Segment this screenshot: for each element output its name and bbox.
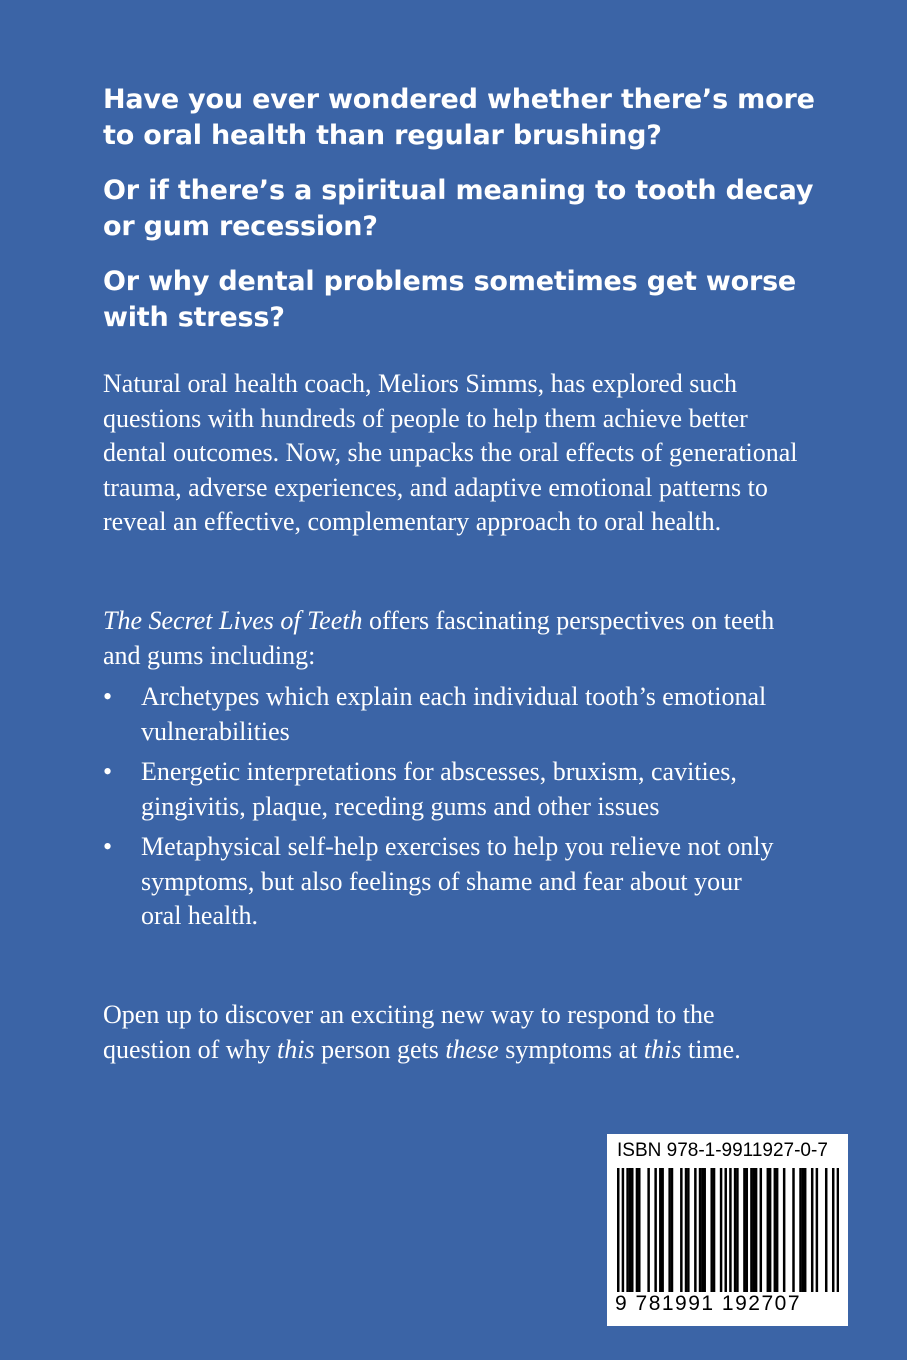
intro-paragraph: Natural oral health coach, Meliors Simms, has explored such questions with hundreds of people to help them achieve better dental outcomes. Now, she unpacks the oral effects of generational trauma, adverse experiences, and adaptive emotional patterns to reveal an effective, complementary approach to oral health. [103,369,798,536]
question-2: Or if there’s a spiritual meaning to tooth decay or gum recession? [103,175,814,242]
bullet-icon: • [103,682,113,711]
question-block [103,82,823,355]
closing-emphasis-3: this [643,1034,682,1064]
list-item-text: Archetypes which explain each individual tooth’s emotional vulnerabilities [141,682,767,746]
list-item [103,680,783,749]
list-item-text: Energetic interpretations for abscesses, bruxism, cavities, gingivitis, plaque, receding gums and other issues [141,757,737,821]
question-3: Or why dental problems sometimes get worse with stress? [103,266,797,333]
closing-part-3: symptoms at [498,1034,644,1064]
closing-emphasis-1: this [277,1034,315,1064]
list-item-text: Metaphysical self-help exercises to help you relieve not only symptoms, but also feelings of shame and fear about your oral health. [141,832,774,930]
closing-part-4: time. [681,1034,741,1064]
closing-paragraph [103,998,803,1067]
closing-part-2: person gets [314,1034,446,1064]
closing-part-1: Open up to discover an exciting new way to respond to the question of why [103,1000,715,1064]
bullet-icon: • [103,832,113,861]
barcode-digits: 9 781991 192707 [615,1292,801,1315]
feature-list [103,680,783,940]
bullet-icon: • [103,757,113,786]
list-item [103,830,783,934]
question-1: Have you ever wondered whether there’s more to oral health than regular brushing? [103,84,815,151]
barcode-icon [617,1168,839,1292]
list-item [103,755,783,824]
offers-paragraph [103,604,803,673]
closing-emphasis-2: these [445,1034,499,1064]
book-title: The Secret Lives of Teeth [103,606,363,635]
barcode-panel [607,1134,848,1326]
isbn-label: ISBN 978-1-9911927-0-7 [617,1140,828,1161]
offers-text: offers fascinating perspectives on teeth and gums including: [103,606,775,670]
